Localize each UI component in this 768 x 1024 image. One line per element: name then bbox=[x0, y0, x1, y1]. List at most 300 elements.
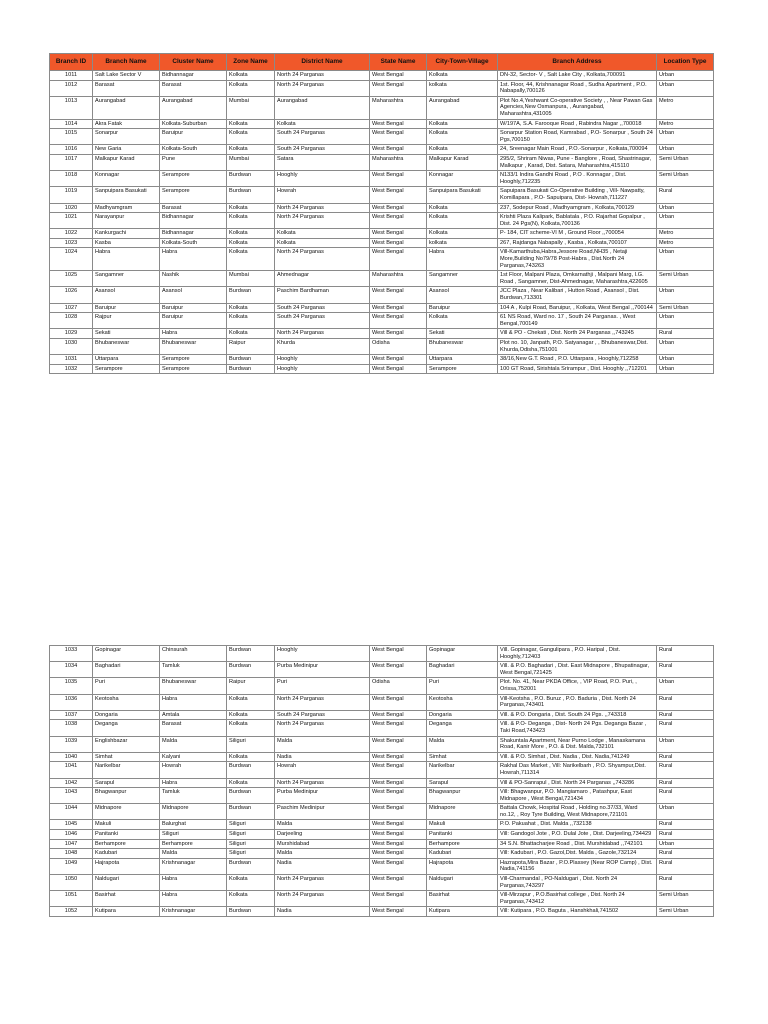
table-row bbox=[50, 203, 714, 213]
table-cell: South 24 Parganas bbox=[275, 303, 370, 313]
table-row bbox=[50, 287, 714, 303]
table-cell: 1043 bbox=[50, 788, 93, 804]
table-cell: Kasba bbox=[93, 238, 160, 248]
table-cell: 61 NS Road, Ward no. 17 , South 24 Parganas. , West Bengal,700149 bbox=[498, 313, 657, 329]
table-cell: Gopinagar bbox=[427, 646, 498, 662]
table-cell: Vill: Kadubari , P.O. Gazol,Dist. Malda , Gazole,732124 bbox=[498, 849, 657, 859]
table-cell: Bidhannagar bbox=[160, 71, 227, 81]
table-cell: Hooghly bbox=[275, 171, 370, 187]
table-row bbox=[50, 71, 714, 81]
table-cell: 1st Floor, Malpani Plaza, Omkarnathji , Malpani Marg, I.G. Road , Sangamner, Dist-Ahmednagar, Maharashtra,422605 bbox=[498, 271, 657, 287]
table-cell: Serampore bbox=[160, 171, 227, 187]
table-cell: Sarapul bbox=[427, 778, 498, 788]
table-cell: New Garia bbox=[93, 145, 160, 155]
table-cell: Kolkata bbox=[227, 313, 275, 329]
table-cell: North 24 Parganas bbox=[275, 720, 370, 736]
table-cell: West Bengal bbox=[370, 788, 427, 804]
table-cell: North 24 Parganas bbox=[275, 203, 370, 213]
table-row bbox=[50, 364, 714, 374]
table-cell: Hooghly bbox=[275, 364, 370, 374]
table-cell: Sanpuipara Basukati bbox=[427, 187, 498, 203]
table-cell: Urban bbox=[657, 355, 714, 365]
table-cell: West Bengal bbox=[370, 329, 427, 339]
table-cell: Urban bbox=[657, 129, 714, 145]
table-cell: Rural bbox=[657, 820, 714, 830]
table-cell: 1031 bbox=[50, 355, 93, 365]
table-cell: Kolkata bbox=[227, 694, 275, 710]
table-cell: 34 S.N. Bhattacharjee Road , Dist. Murshidabad ,,742101 bbox=[498, 839, 657, 849]
table-cell: Urban bbox=[657, 364, 714, 374]
table-cell: 1035 bbox=[50, 678, 93, 694]
table-cell: Kolkata bbox=[427, 71, 498, 81]
table-cell: South 24 Parganas bbox=[275, 129, 370, 145]
table-cell: Basirhat bbox=[93, 891, 160, 907]
table-cell: Kolkata bbox=[227, 710, 275, 720]
table-cell: Balurghat bbox=[160, 820, 227, 830]
table-cell: Plot No.4,Yeshwant Co-operative Society , , Near Pawan Gas Agencies,New Osmanpura, , Aurangabad, Maharashtra,431005 bbox=[498, 96, 657, 119]
table-cell: 1028 bbox=[50, 313, 93, 329]
table-cell: Sonarpur Station Road, Kamrabad , P.O- Sonarpur , South 24 Pgs,700150 bbox=[498, 129, 657, 145]
table-cell: Simhat bbox=[93, 752, 160, 762]
table-cell: Rural bbox=[657, 720, 714, 736]
table-cell: Metro bbox=[657, 229, 714, 239]
table-cell: 100 GT Road, Sirishtala Srirampur , Dist. Hooghly ,,712201 bbox=[498, 364, 657, 374]
table-cell: Habra bbox=[160, 248, 227, 271]
table-row bbox=[50, 804, 714, 820]
table-cell: Hooghly bbox=[275, 646, 370, 662]
table-cell: 1040 bbox=[50, 752, 93, 762]
table-cell: Hajrapota bbox=[427, 858, 498, 874]
table-cell: Kolkata bbox=[227, 720, 275, 736]
table-cell: Urban bbox=[657, 80, 714, 96]
table-cell: Rural bbox=[657, 187, 714, 203]
table-cell: 1046 bbox=[50, 830, 93, 840]
table-cell: Englishbazar bbox=[93, 736, 160, 752]
table-cell: 1022 bbox=[50, 229, 93, 239]
table-row bbox=[50, 171, 714, 187]
table-cell: Metro bbox=[657, 119, 714, 129]
table-cell: Plot no. 10, Janpath, P.O. Satyanagar , , Bhubaneswar,Dist. Khurda,Odisha,751001 bbox=[498, 339, 657, 355]
table-cell: Urban bbox=[657, 213, 714, 229]
table-cell: Urban bbox=[657, 736, 714, 752]
table-cell: Burdwan bbox=[227, 907, 275, 917]
table-cell: Battala Chowk, Hospital Road , Holding no.37/33, Ward no.12, , Roy Tyre Building, West Midnapore,721101 bbox=[498, 804, 657, 820]
table-cell: Malkapur Karad bbox=[427, 154, 498, 170]
column-header: District Name bbox=[275, 54, 370, 71]
table-cell: Krishti Plaza Kalipark, Bablatala , P.O. Rajarhat Gopalpur , Dist. 24 Pgs(N), Kolkata,700136 bbox=[498, 213, 657, 229]
table-cell: 1020 bbox=[50, 203, 93, 213]
table-cell: Siliguri bbox=[227, 839, 275, 849]
table-cell: Asansol bbox=[93, 287, 160, 303]
table-cell: Urban bbox=[657, 71, 714, 81]
table-cell: Krishnanagar bbox=[160, 858, 227, 874]
table-cell: 1038 bbox=[50, 720, 93, 736]
table-cell: West Bengal bbox=[370, 238, 427, 248]
table-cell: Habra bbox=[160, 694, 227, 710]
table-cell: Krishnanagar bbox=[160, 907, 227, 917]
table-cell: JCC Plaza , Near Kalibari , Hutton Road , Asansol , Dist. Burdwan,713301 bbox=[498, 287, 657, 303]
table-cell: Panitanki bbox=[93, 830, 160, 840]
table-cell: 1036 bbox=[50, 694, 93, 710]
table-cell: Burdwan bbox=[227, 858, 275, 874]
table-cell: Habra bbox=[160, 875, 227, 891]
table-cell: Kolkata bbox=[227, 203, 275, 213]
table-cell: Rural bbox=[657, 788, 714, 804]
table-cell: Vill: Bhagwanpur, P.O. Mangiamaro , Patashpur, East Midnapore , West Bengal,721434 bbox=[498, 788, 657, 804]
table-row bbox=[50, 778, 714, 788]
table-row bbox=[50, 646, 714, 662]
table-cell: Serampore bbox=[160, 355, 227, 365]
table-cell: Kolkata bbox=[275, 238, 370, 248]
table-cell: Malda bbox=[275, 849, 370, 859]
table-row bbox=[50, 96, 714, 119]
table-cell: North 24 Parganas bbox=[275, 71, 370, 81]
table-cell: Malda bbox=[275, 736, 370, 752]
table-cell: West Bengal bbox=[370, 364, 427, 374]
table-row bbox=[50, 129, 714, 145]
table-cell: North 24 Parganas bbox=[275, 778, 370, 788]
table-cell: 1047 bbox=[50, 839, 93, 849]
table-cell: Kolkata bbox=[227, 778, 275, 788]
table-cell: Baghadari bbox=[427, 662, 498, 678]
table-cell: West Bengal bbox=[370, 839, 427, 849]
branch-table bbox=[49, 53, 714, 374]
table-cell: Bidhannagar bbox=[160, 229, 227, 239]
table-row bbox=[50, 662, 714, 678]
table-cell: Darjeeling bbox=[275, 830, 370, 840]
table-cell: Sapuipara Basukati Co-Operative Building , Vill- Nawpatty, Komillapara , P.O- Sapuipara, Dist- Howrah,711227 bbox=[498, 187, 657, 203]
table-cell: 1024 bbox=[50, 248, 93, 271]
table-cell: Kolkata bbox=[227, 303, 275, 313]
table-cell: Konnagar bbox=[427, 171, 498, 187]
table-cell: North 24 Parganas bbox=[275, 80, 370, 96]
table-cell: Aurangabad bbox=[93, 96, 160, 119]
table-cell: 1032 bbox=[50, 364, 93, 374]
table-cell: Nadia bbox=[275, 858, 370, 874]
table-cell: Kolkata bbox=[427, 145, 498, 155]
table-cell: Midnapore bbox=[160, 804, 227, 820]
table-cell: Kolkata bbox=[427, 203, 498, 213]
table-cell: Midnapore bbox=[427, 804, 498, 820]
table-cell: 267, Rajdanga Nabapally , Kasba , Kolkata,700107 bbox=[498, 238, 657, 248]
table-cell: N133/1 Indira Gandhi Road , P.O . Konnagar , Dist. Hooghly,712235 bbox=[498, 171, 657, 187]
table-cell: W/197A, S.A. Farooque Road , Rabindra Nagar ,,700018 bbox=[498, 119, 657, 129]
table-cell: Deganga bbox=[93, 720, 160, 736]
table-cell: Kolkata bbox=[227, 119, 275, 129]
table-cell: Malda bbox=[160, 736, 227, 752]
table-cell: Basirhat bbox=[427, 891, 498, 907]
table-cell: Serampore bbox=[160, 364, 227, 374]
table-cell: Semi Urban bbox=[657, 891, 714, 907]
table-cell: 1049 bbox=[50, 858, 93, 874]
table-cell: Habra bbox=[160, 891, 227, 907]
table-cell: Dongaria bbox=[427, 710, 498, 720]
table-row bbox=[50, 229, 714, 239]
table-cell: West Bengal bbox=[370, 752, 427, 762]
column-header: Cluster Name bbox=[160, 54, 227, 71]
table-cell: West Bengal bbox=[370, 804, 427, 820]
table-cell: Kolkata bbox=[427, 119, 498, 129]
table-cell: Barasat bbox=[93, 80, 160, 96]
table-cell: Kolkata bbox=[227, 145, 275, 155]
table-cell: 1014 bbox=[50, 119, 93, 129]
table-cell: Aurangabad bbox=[427, 96, 498, 119]
table-cell: Hazrapota,Mira Bazar , P.O.Plassey (Near ROP Camp) , Dist. Nadia,741156 bbox=[498, 858, 657, 874]
table-cell: Burdwan bbox=[227, 804, 275, 820]
table-cell: 1015 bbox=[50, 129, 93, 145]
table-cell: Vill-Charmandal , PO-Naldugari , Dist. North 24 Parganas,743297 bbox=[498, 875, 657, 891]
table-row bbox=[50, 752, 714, 762]
table-cell: Siliguri bbox=[160, 830, 227, 840]
table-cell: Bhagwanpur bbox=[427, 788, 498, 804]
table-cell: Asansol bbox=[427, 287, 498, 303]
table-cell: Kalyani bbox=[160, 752, 227, 762]
table-cell: West Bengal bbox=[370, 303, 427, 313]
table-cell: Paschim Medinipur bbox=[275, 804, 370, 820]
table-cell: West Bengal bbox=[370, 858, 427, 874]
table-cell: Berhampore bbox=[93, 839, 160, 849]
table-cell: 295/2, Shriram Niwas, Pune - Banglore , Road, Shastrinagar, Malkapur , Karad, Dist. Satara, Maharashtra,415110 bbox=[498, 154, 657, 170]
table-cell: Vill-Mirzapur , P.O.Basirhat college , Dist. North 24 Parganas,743412 bbox=[498, 891, 657, 907]
table-cell: Puri bbox=[93, 678, 160, 694]
table-cell: Burdwan bbox=[227, 171, 275, 187]
table-cell: Rural bbox=[657, 778, 714, 788]
table-cell: Habra bbox=[427, 248, 498, 271]
table-cell: Hooghly bbox=[275, 355, 370, 365]
table-row bbox=[50, 238, 714, 248]
table-cell: West Bengal bbox=[370, 849, 427, 859]
table-cell: West Bengal bbox=[370, 119, 427, 129]
table-row bbox=[50, 187, 714, 203]
table-cell: 1039 bbox=[50, 736, 93, 752]
table-cell: Serampore bbox=[160, 187, 227, 203]
table-cell: Urban bbox=[657, 339, 714, 355]
table-cell: West Bengal bbox=[370, 129, 427, 145]
column-header: Location Type bbox=[657, 54, 714, 71]
table-cell: Kolkata bbox=[275, 119, 370, 129]
table-cell: 1018 bbox=[50, 171, 93, 187]
table-cell: Ahmednagar bbox=[275, 271, 370, 287]
table-cell: Nadia bbox=[275, 752, 370, 762]
table-cell: Baruipur bbox=[93, 303, 160, 313]
table-cell: Odisha bbox=[370, 678, 427, 694]
table-cell: West Bengal bbox=[370, 229, 427, 239]
branch-table bbox=[49, 645, 714, 917]
table-cell: Burdwan bbox=[227, 788, 275, 804]
table-cell: Rural bbox=[657, 710, 714, 720]
table-cell: Habra bbox=[93, 248, 160, 271]
table-cell: Uttarpara bbox=[427, 355, 498, 365]
table-row bbox=[50, 154, 714, 170]
table-cell: 1019 bbox=[50, 187, 93, 203]
table-cell: Bhubaneswar bbox=[427, 339, 498, 355]
table-cell: West Bengal bbox=[370, 662, 427, 678]
table-cell: 1044 bbox=[50, 804, 93, 820]
table-cell: 1030 bbox=[50, 339, 93, 355]
table-cell: Raipur bbox=[227, 678, 275, 694]
table-cell: 1037 bbox=[50, 710, 93, 720]
table-cell: 1041 bbox=[50, 762, 93, 778]
table-row bbox=[50, 820, 714, 830]
table-cell: Pune bbox=[160, 154, 227, 170]
table-cell: North 24 Parganas bbox=[275, 891, 370, 907]
table-cell: Nadia bbox=[275, 907, 370, 917]
table-cell: Sekati bbox=[427, 329, 498, 339]
table-row bbox=[50, 339, 714, 355]
table-cell: Barasat bbox=[160, 720, 227, 736]
table-cell: Sonarpur bbox=[93, 129, 160, 145]
table-cell: Kolkata bbox=[227, 129, 275, 145]
table-row bbox=[50, 891, 714, 907]
table-cell: Vill-Kamarthuba,Habra,Jessore Road,NH35 , Netaji More,Building No79/78 Post-Habra , Dist.North 24 Parganas,743263 bbox=[498, 248, 657, 271]
table-cell: West Bengal bbox=[370, 313, 427, 329]
table-cell: Panitanki bbox=[427, 830, 498, 840]
table-cell: Gopinagar bbox=[93, 646, 160, 662]
table-cell: Malda bbox=[160, 849, 227, 859]
table-cell: 1052 bbox=[50, 907, 93, 917]
table-cell: Maharashtra bbox=[370, 96, 427, 119]
table-cell: Metro bbox=[657, 96, 714, 119]
table-cell: Chinsurah bbox=[160, 646, 227, 662]
table-cell: Siliguri bbox=[227, 830, 275, 840]
table-cell: Sekati bbox=[93, 329, 160, 339]
table-cell: Serampore bbox=[93, 364, 160, 374]
table-cell: Kolkata bbox=[427, 129, 498, 145]
column-header: State Name bbox=[370, 54, 427, 71]
table-cell: South 24 Parganas bbox=[275, 313, 370, 329]
table-row bbox=[50, 678, 714, 694]
table-cell: Baruipur bbox=[160, 303, 227, 313]
table-cell: 1013 bbox=[50, 96, 93, 119]
table-cell: Burdwan bbox=[227, 762, 275, 778]
table-row bbox=[50, 710, 714, 720]
table-cell: 1016 bbox=[50, 145, 93, 155]
table-cell: Salt Lake Sector V bbox=[93, 71, 160, 81]
table-cell: Konnagar bbox=[93, 171, 160, 187]
table-cell: Habra bbox=[160, 329, 227, 339]
table-cell: Maharashtra bbox=[370, 271, 427, 287]
table-cell: Barasat bbox=[160, 80, 227, 96]
table-cell: P.O. Pakuahat , Dist. Malda ,,732138 bbox=[498, 820, 657, 830]
table-cell: Rural bbox=[657, 849, 714, 859]
table-cell: Kolkata bbox=[227, 238, 275, 248]
table-cell: West Bengal bbox=[370, 891, 427, 907]
table-body bbox=[50, 646, 714, 917]
table-row bbox=[50, 839, 714, 849]
table-cell: Bhubaneswar bbox=[93, 339, 160, 355]
table-cell: Rural bbox=[657, 694, 714, 710]
table-cell: Simhat bbox=[427, 752, 498, 762]
table-cell: Rural bbox=[657, 646, 714, 662]
table-cell: Uttarpara bbox=[93, 355, 160, 365]
table-cell: West Bengal bbox=[370, 710, 427, 720]
table-cell: Burdwan bbox=[227, 287, 275, 303]
table-cell: Vill & PO - Chekati , Dist. North 24 Parganas ,,743245 bbox=[498, 329, 657, 339]
table-cell: Semi Urban bbox=[657, 154, 714, 170]
table-row bbox=[50, 80, 714, 96]
table-cell: Aurangabad bbox=[275, 96, 370, 119]
table-cell: Asansol bbox=[160, 287, 227, 303]
column-header: Zone Name bbox=[227, 54, 275, 71]
table-cell: Burdwan bbox=[227, 355, 275, 365]
table-cell: Keotosha bbox=[93, 694, 160, 710]
table-cell: West Bengal bbox=[370, 171, 427, 187]
table-cell: kolkata bbox=[427, 80, 498, 96]
table-cell: West Bengal bbox=[370, 187, 427, 203]
table-cell: West Bengal bbox=[370, 213, 427, 229]
table-cell: 1051 bbox=[50, 891, 93, 907]
table-cell: Deganga bbox=[427, 720, 498, 736]
table-cell: Tamluk bbox=[160, 788, 227, 804]
table-cell: North 24 Parganas bbox=[275, 329, 370, 339]
table-cell: 1025 bbox=[50, 271, 93, 287]
table-cell: 1045 bbox=[50, 820, 93, 830]
column-header: Branch Address bbox=[498, 54, 657, 71]
table-cell: 1021 bbox=[50, 213, 93, 229]
table-cell: Urban bbox=[657, 839, 714, 849]
table-cell: Siliguri bbox=[227, 736, 275, 752]
table-cell: Kolkata bbox=[227, 752, 275, 762]
table-cell: Rural bbox=[657, 762, 714, 778]
table-cell: Vill. & P.O. Simhat , Dist. Nadia , Dist. Nadia,741249 bbox=[498, 752, 657, 762]
table-cell: Kolkata-South bbox=[160, 145, 227, 155]
table-cell: Rural bbox=[657, 329, 714, 339]
table-cell: Odisha bbox=[370, 339, 427, 355]
table-cell: Kolkata bbox=[227, 248, 275, 271]
table-row bbox=[50, 119, 714, 129]
table-cell: Howrah bbox=[275, 187, 370, 203]
table-cell: West Bengal bbox=[370, 287, 427, 303]
table-cell: 1017 bbox=[50, 154, 93, 170]
table-cell: Rakhal Das Market , Vill: Narikelbarh , P.O. Shyampur,Dist. Howrah,711314 bbox=[498, 762, 657, 778]
table-cell: Purba Medinipur bbox=[275, 662, 370, 678]
table-cell: Maharashtra bbox=[370, 154, 427, 170]
table-cell: Vill & PO-Sanrapul , Dist. North 24 Parganas ,,743286 bbox=[498, 778, 657, 788]
table-cell: West Bengal bbox=[370, 145, 427, 155]
table-cell: Mumbai bbox=[227, 96, 275, 119]
table-cell: Kolkata bbox=[227, 213, 275, 229]
table-cell: South 24 Parganas bbox=[275, 710, 370, 720]
table-cell: 1011 bbox=[50, 71, 93, 81]
table-cell: Satara bbox=[275, 154, 370, 170]
table-cell: Kolkata-Suburban bbox=[160, 119, 227, 129]
table-cell: Baruipur bbox=[160, 313, 227, 329]
table-cell: Berhampore bbox=[160, 839, 227, 849]
table-cell: South 24 Parganas bbox=[275, 145, 370, 155]
table-cell: 1033 bbox=[50, 646, 93, 662]
table-row bbox=[50, 248, 714, 271]
table-cell: Amtala bbox=[160, 710, 227, 720]
table-cell: P- 184, CIT scheme-VI M , Ground Floor ,,700054 bbox=[498, 229, 657, 239]
table-cell: DN-32, Sector- V , Salt Lake City , Kolkata,700091 bbox=[498, 71, 657, 81]
table-cell: Dongaria bbox=[93, 710, 160, 720]
table-cell: 1029 bbox=[50, 329, 93, 339]
branch-table-bottom bbox=[49, 645, 713, 917]
table-cell: Keotosha bbox=[427, 694, 498, 710]
table-row bbox=[50, 736, 714, 752]
table-cell: Kutipara bbox=[93, 907, 160, 917]
table-cell: 1027 bbox=[50, 303, 93, 313]
table-cell: Urban bbox=[657, 248, 714, 271]
table-row bbox=[50, 303, 714, 313]
table-row bbox=[50, 830, 714, 840]
table-cell: Kolkata bbox=[227, 71, 275, 81]
table-cell: Howrah bbox=[275, 762, 370, 778]
table-cell: 24, Sreenagar Main Road , P.O.-Sonarpur , Kolkata,700094 bbox=[498, 145, 657, 155]
table-cell: West Bengal bbox=[370, 762, 427, 778]
table-cell: Kolkata bbox=[427, 229, 498, 239]
table-cell: West Bengal bbox=[370, 830, 427, 840]
